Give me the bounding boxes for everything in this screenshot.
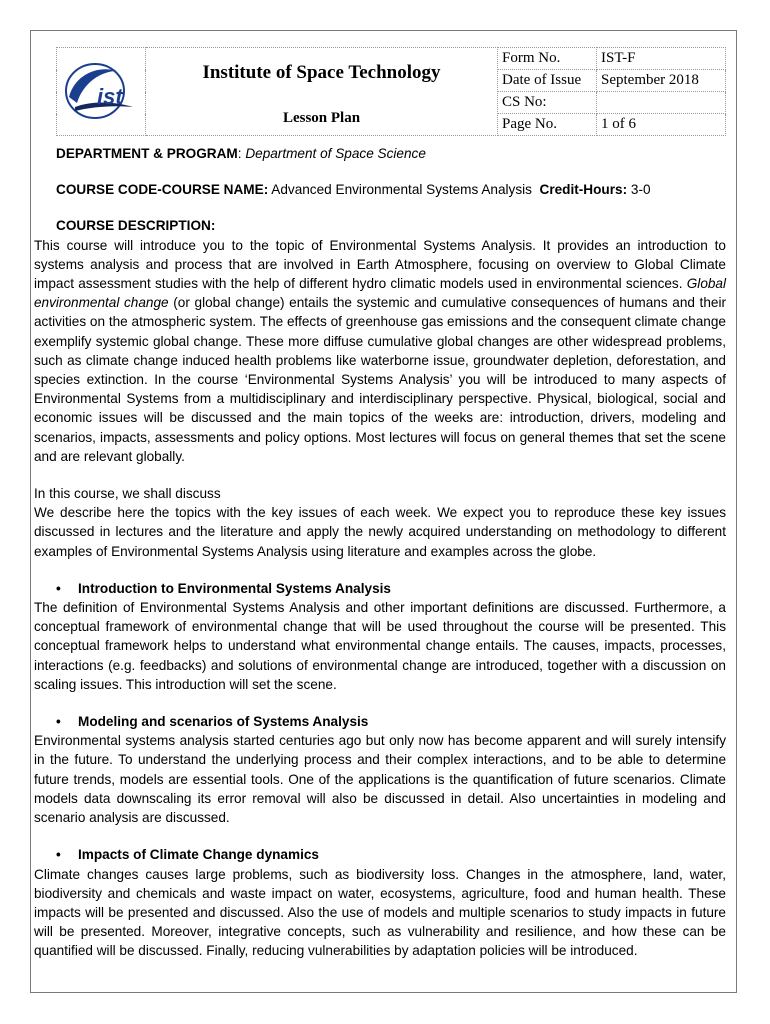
topic-1-title: Introduction to Environmental Systems Analysis bbox=[78, 580, 391, 596]
document-body bbox=[34, 144, 726, 961]
meta-key-page-no: Page No. bbox=[498, 114, 597, 136]
topic-2-title-row bbox=[34, 712, 726, 731]
meta-value-date-of-issue: September 2018 bbox=[597, 70, 726, 92]
course-description-heading: COURSE DESCRIPTION: bbox=[56, 218, 216, 234]
bullet-icon: • bbox=[56, 847, 61, 863]
discuss-intro-line: In this course, we shall discuss bbox=[34, 486, 221, 502]
department-separator: : bbox=[237, 146, 242, 161]
meta-value-cs-no bbox=[597, 92, 726, 114]
institute-title: Institute of Space Technology bbox=[202, 62, 441, 83]
course-name: Advanced Environmental Systems Analysis bbox=[271, 182, 532, 198]
topic-2-text: Environmental systems analysis started centuries ago but only now has become apparent and will surely intensify in the future. To understand the underlying process and their complex interactions, and to be able to determine future trends, models are essential tools. One of the applications is the quantification of future scenarios. Climate models data downscaling its error removal will also be discussed in detail. Also uncertainties in modeling and scenario analysis are discussed. bbox=[34, 733, 726, 826]
meta-key-date-of-issue: Date of Issue bbox=[498, 70, 597, 92]
meta-key-form-no: Form No. bbox=[498, 48, 597, 70]
bullet-icon: • bbox=[56, 714, 61, 730]
topic-1-title-row bbox=[34, 579, 726, 598]
topic-1-text: The definition of Environmental Systems Analysis and other important definitions are discussed. Furthermore, a conceptual framework of environmental change that will be used throughout the course will be presented. This conceptual framework helps to understand what environmental change entails. The causes, impacts, processes, interactions (e.g. feedbacks) and solutions of environmental change are introduced, together with a discussion on scaling issues. This introduction will set the scene. bbox=[34, 600, 726, 692]
credit-hours-value: 3-0 bbox=[630, 182, 651, 198]
meta-value-form-no: IST-F bbox=[597, 48, 726, 70]
department-line bbox=[34, 144, 726, 163]
logo-cell bbox=[57, 48, 146, 136]
credit-hours-label: Credit-Hours: bbox=[539, 182, 628, 198]
bullet-icon: • bbox=[56, 580, 61, 596]
course-line bbox=[34, 180, 726, 199]
description-part-1: This course will introduce you to the topic of Environmental Systems Analysis. It provides an introduction to systems analysis and process that are involved in Earth Atmosphere, focusing on overview to Global Climate impact assessment studies with the help of different hydro climatic models used in environmental sciences. bbox=[34, 237, 726, 292]
topic-3-text: Climate changes causes large problems, such as biodiversity loss. Changes in the atmosphere, land, water, biodiversity and chemicals and waste impact on water, ecosystems, agriculture, food and human health. These impacts will be presented and discussed. Also the use of models and multiple scenarios to study impacts in future will be presented. Moreover, integrative concepts, such as vulnerability and resilience, and how these can be quantified will be discussed. Finally, reducing vulnerabilities by adaptation policies will be introduced. bbox=[34, 866, 726, 959]
course-label: COURSE CODE-COURSE NAME: bbox=[56, 182, 269, 198]
ist-logo bbox=[61, 57, 141, 121]
department-value: Department of Space Science bbox=[245, 146, 426, 161]
topic-3-title: Impacts of Climate Change dynamics bbox=[78, 847, 319, 863]
logo-wordmark: ist bbox=[97, 84, 123, 109]
department-label: DEPARTMENT & PROGRAM bbox=[56, 146, 238, 161]
description-part-2: (or global change) entails the systemic and cumulative consequences of humans and their activities on the atmospheric system. The effects of greenhouse gas emissions and the consequent climate change exemplify systemic global change. These more diffuse cumulative global changes are other widespread problems, such as climate change induced health problems like waterborne issue, groundwater depletion, deforestation, and species extinction. In the course ‘Environmental Systems Analysis’ you will be introduced to many aspects of Environmental Systems from a multidisciplinary and interdisciplinary perspective. Physical, biological, social and economic issues will be discussed and the main topics of the weeks are: introduction, drivers, modeling and scenarios, impacts, assessments and policy options. Most lectures will focus on general themes that set the scene and are relevant globally. bbox=[34, 295, 727, 464]
document-header-table bbox=[56, 47, 726, 136]
topic-3-title-row bbox=[34, 845, 726, 864]
topic-2-title: Modeling and scenarios of Systems Analysis bbox=[78, 714, 369, 730]
document-type: Lesson Plan bbox=[282, 110, 361, 126]
course-description-paragraph bbox=[34, 236, 726, 466]
meta-value-page-no: 1 of 6 bbox=[597, 114, 726, 136]
meta-key-cs-no: CS No: bbox=[498, 92, 597, 114]
discuss-paragraph: We describe here the topics with the key issues of each week. We expect you to reproduce these key issues discussed in lectures and the literature and apply the newly acquired understanding on methodology to different examples of Environmental Systems Analysis using literature and examples across the globe. bbox=[34, 505, 726, 559]
title-cell bbox=[146, 48, 498, 136]
description-italic-term: Global environmental change bbox=[34, 276, 727, 311]
